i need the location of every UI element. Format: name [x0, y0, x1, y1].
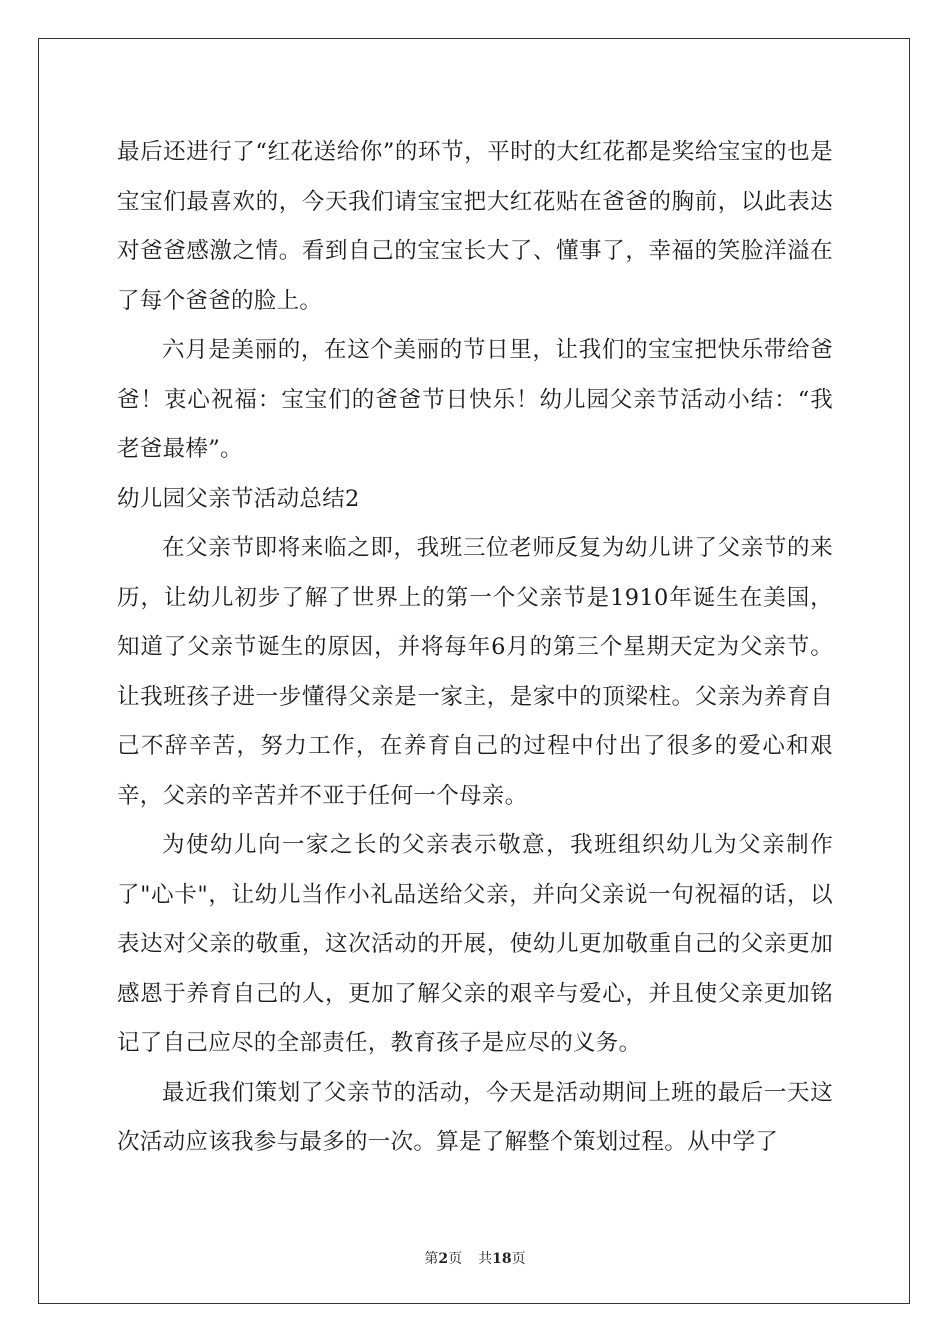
paragraph: 最近我们策划了父亲节的活动，今天是活动期间上班的最后一天这次活动应该我参与最多的一次。算是了解整个策划过程。从中学了	[117, 1079, 833, 1155]
page-footer	[0, 1248, 950, 1268]
total-unit: 页	[511, 1251, 526, 1267]
total-page-number: 18	[492, 1251, 512, 1267]
total-prefix: 共	[478, 1251, 493, 1267]
paragraph: 最后还进行了“红花送给你”的环节，平时的大红花都是奖给宝宝的也是宝宝们最喜欢的，今天我们请宝宝把大红花贴在爸爸的胸前，以此表达对爸爸感激之情。看到自己的宝宝长大了、懂事了，幸福的笑脸洋溢在了每个爸爸的脸上。	[117, 139, 833, 314]
document-body	[117, 128, 833, 1168]
page-unit: 页	[448, 1251, 463, 1267]
section-heading: 幼儿园父亲节活动总结2	[117, 485, 360, 512]
paragraph: 在父亲节即将来临之即，我班三位老师反复为幼儿讲了父亲节的来历，让幼儿初步了解了世界上的第一个父亲节是1910年诞生在美国，知道了父亲节诞生的原因，并将每年6月的第三个星期天定为父亲节。让我班孩子进一步懂得父亲是一家主，是家中的顶梁柱。父亲为养育自己不辞辛苦，努力工作，在养育自己的过程中付出了很多的爱心和艰辛，父亲的辛苦并不亚于任何一个母亲。	[117, 535, 833, 809]
paragraph: 六月是美丽的，在这个美丽的节日里，让我们的宝宝把快乐带给爸爸！衷心祝福：宝宝们的爸爸节日快乐！幼儿园父亲节活动小结：“我老爸最棒”。	[117, 337, 833, 462]
current-page-number: 2	[438, 1251, 449, 1267]
page-prefix: 第	[424, 1251, 439, 1267]
paragraph: 为使幼儿向一家之长的父亲表示敬意，我班组织幼儿为父亲制作了"心卡"，让幼儿当作小礼品送给父亲，并向父亲说一句祝福的话，以表达对父亲的敬重，这次活动的开展，使幼儿更加敬重自己的父亲更加感恩于养育自己的人，更加了解父亲的艰辛与爱心，并且使父亲更加铭记了自己应尽的全部责任，教育孩子是应尽的义务。	[117, 832, 833, 1056]
